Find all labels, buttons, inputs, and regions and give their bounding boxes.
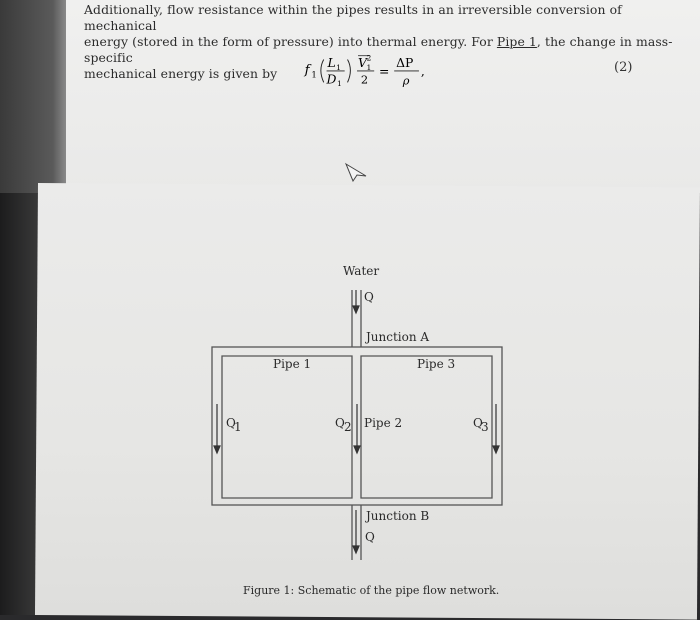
paragraph-line-2b: , the change in mass-specific	[84, 34, 673, 65]
q3-sub-label: 3	[481, 420, 489, 434]
flow-arrow-q1-head	[214, 446, 220, 453]
equation-number: (2)	[614, 60, 633, 75]
eq-comma: ,	[420, 64, 425, 79]
eq-f: f	[304, 62, 310, 78]
flow-arrow-q3-head	[493, 446, 499, 453]
q1-sub-label: 1	[234, 420, 242, 434]
pipe1-underlined: Pipe 1	[496, 34, 537, 49]
q2-label: Q	[335, 416, 345, 430]
paragraph-line-1: Additionally, flow resistance within the pipes results in an irreversible conversion of mechanical	[84, 2, 622, 33]
paragraph-line-2a: energy (stored in the form of pressure) into thermal energy. For	[84, 34, 497, 49]
paragraph-line-3: mechanical energy is given by	[84, 66, 278, 81]
pipe-3-label: Pipe 3	[417, 357, 456, 371]
q2-sub-label: 2	[344, 420, 352, 434]
eq-V-sub: 1	[366, 63, 372, 72]
figure-caption: Figure 1: Schematic of the pipe flow network.	[243, 584, 500, 597]
q1-label: Q	[226, 416, 236, 430]
pipe-1-label: Pipe 1	[273, 357, 312, 371]
junction-a-label: Junction A	[366, 330, 430, 344]
eq-D: D	[326, 72, 337, 87]
eq-L: L	[327, 56, 336, 71]
eq-rho: ρ	[402, 73, 410, 88]
eq-two: 2	[360, 72, 369, 87]
eq-V: V	[358, 56, 367, 71]
water-label: Water	[343, 264, 380, 278]
eq-L-sub: 1	[336, 63, 341, 72]
eq-V-sup: 2	[366, 53, 372, 63]
flow-arrow-outlet-head	[353, 546, 359, 553]
flow-arrow-inlet-head	[353, 306, 359, 313]
eq-f-sub: 1	[311, 70, 317, 81]
eq-equals: =	[378, 64, 390, 79]
pipe-2-label: Pipe 2	[364, 416, 403, 430]
flow-arrow-q2-head	[354, 446, 360, 453]
q-outlet-label: Q	[365, 530, 375, 544]
q-inlet-label: Q	[364, 290, 374, 304]
eq-dP: ΔP	[396, 56, 414, 71]
junction-b-label: Junction B	[366, 509, 430, 523]
q3-label: Q	[473, 416, 483, 430]
eq-D-sub: 1	[337, 79, 342, 89]
